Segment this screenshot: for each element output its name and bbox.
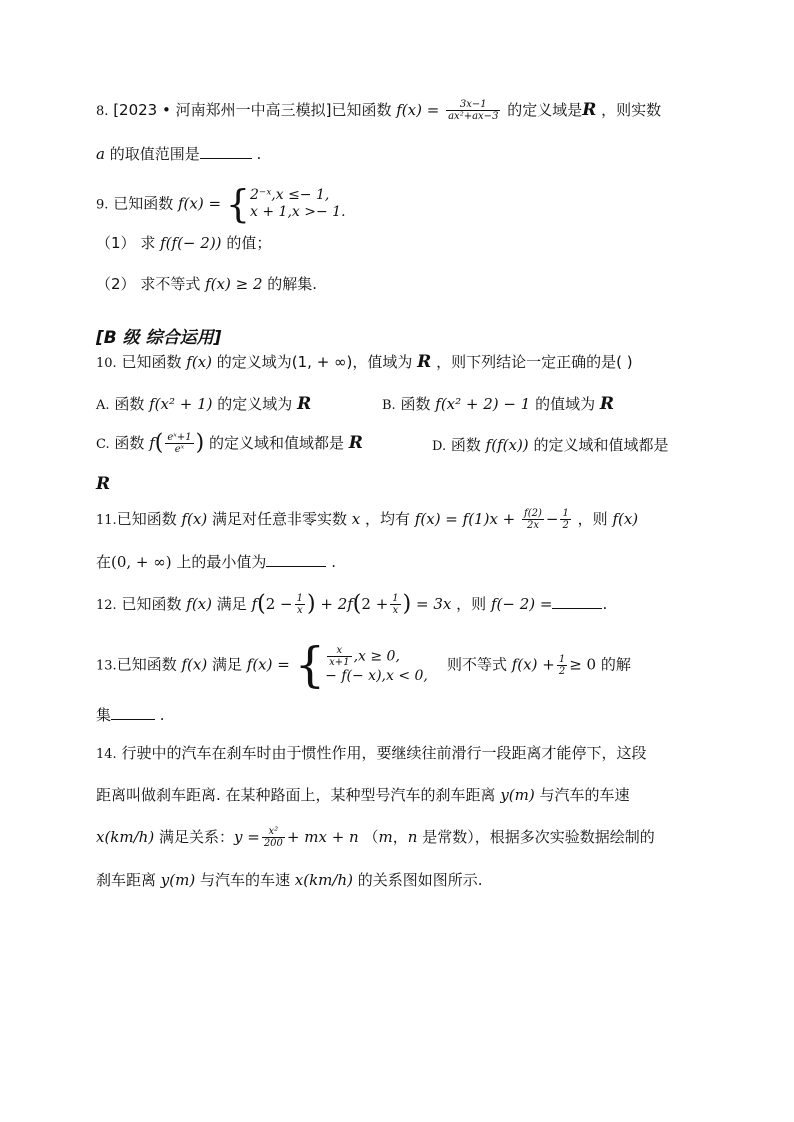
question-text: 已知函数	[116, 510, 177, 528]
question-text: ，则	[456, 595, 487, 613]
option-label: C.	[96, 437, 110, 452]
question-13-line-2	[96, 703, 165, 727]
question-number: 12.	[96, 598, 117, 613]
paren-right: )	[306, 591, 316, 617]
question-text: 的解集.	[267, 275, 318, 293]
option-text: 的定义域为	[217, 395, 293, 413]
fraction-denominator: x	[296, 605, 303, 616]
fraction	[327, 645, 351, 668]
question-text: 已知函数	[121, 595, 182, 613]
math-expression: ≥ 0	[569, 655, 597, 674]
punctuation: .	[331, 553, 336, 571]
question-9	[96, 182, 346, 226]
paren-right: )	[402, 591, 412, 617]
paren-left: (	[352, 591, 362, 617]
option-label: A.	[96, 398, 110, 413]
case-2: − f(− x),x < 0,	[325, 668, 428, 684]
math-expression: + 2f	[320, 595, 353, 613]
case-condition: ,x ≥ 0,	[353, 648, 400, 665]
question-number: 11.	[96, 513, 117, 528]
question-text: 的定义域是	[507, 101, 583, 119]
fraction-numerator: 1	[392, 593, 399, 604]
math-expression: f(f(− 2))	[160, 234, 222, 252]
question-text: 上的最小值为	[176, 553, 267, 571]
option-text: 函数	[400, 395, 431, 413]
question-text: 求不等式	[140, 275, 201, 293]
question-text: 已知函数	[116, 655, 177, 674]
question-text: 满足	[211, 655, 242, 674]
question-text: 是常数），根据多次实验数据绘制的	[422, 828, 655, 846]
question-text: ，则实数	[601, 101, 662, 119]
question-number: 13.	[96, 658, 117, 674]
option-text: 函数	[450, 436, 481, 454]
option-d[interactable]	[432, 433, 668, 459]
question-text: ，均有	[365, 510, 411, 528]
question-number: 10.	[96, 356, 117, 371]
question-text: 距离叫做刹车距离. 在某种路面上，某种型号汽车的刹车距离	[96, 786, 496, 804]
question-12	[96, 592, 607, 618]
question-text: 的关系图如图所示.	[357, 871, 483, 889]
math-expression: f(x)	[186, 353, 212, 371]
math-expression: f(x)	[181, 655, 208, 674]
fraction-denominator: 2	[562, 520, 569, 531]
question-9-part-2	[96, 272, 317, 296]
option-c[interactable]	[96, 431, 363, 457]
math-expression: 2 −	[265, 595, 293, 613]
math-expression: f	[251, 595, 258, 613]
fraction-numerator: x	[327, 645, 351, 657]
answer-blank[interactable]	[552, 594, 602, 609]
math-expression: f(x)	[181, 510, 208, 528]
fraction	[262, 826, 285, 849]
question-text: 满足对任意非零实数	[211, 510, 347, 528]
fraction-denominator: ax²+ax−3	[448, 111, 499, 122]
real-set-symbol: R	[348, 433, 363, 453]
piecewise-cases	[250, 187, 346, 221]
question-14	[96, 741, 646, 767]
question-13	[96, 637, 631, 693]
question-text: 求	[140, 234, 156, 252]
real-set-symbol: R	[297, 394, 312, 414]
question-text: 与汽车的车速	[199, 871, 290, 889]
question-text: 已知函数	[331, 101, 392, 119]
math-expression: 2 +	[361, 595, 389, 613]
question-number: 8.	[96, 104, 109, 119]
fraction-numerator: 1	[562, 508, 569, 519]
fraction-numerator: 3x−1	[446, 99, 500, 111]
case-2: x + 1,x >− 1.	[250, 204, 346, 220]
question-text: ，则	[577, 510, 608, 528]
question-text: 的定义域为(1, + ∞)，值域为	[216, 353, 413, 371]
math-expression: f(f(x))	[485, 436, 529, 454]
math-expression: f(x)	[612, 510, 639, 528]
question-14-line-4	[96, 868, 483, 892]
question-text: 满足	[216, 595, 247, 613]
real-set-symbol: R	[96, 474, 111, 494]
math-expression: f(x) ≥ 2	[205, 275, 263, 293]
case-1: 2⁻ˣ,x ≤− 1,	[250, 187, 330, 203]
question-text: 集	[96, 706, 112, 724]
fraction-denominator: 200	[263, 838, 283, 849]
option-text: 函数	[114, 434, 145, 452]
question-number: 9.	[96, 197, 109, 213]
answer-blank[interactable]	[111, 705, 155, 720]
option-text: 函数	[114, 395, 145, 413]
question-11	[96, 507, 638, 533]
fraction-numerator: 1	[558, 653, 566, 665]
question-text: 则不等式	[446, 655, 507, 674]
fraction-denominator: 2	[558, 665, 566, 677]
question-9-part-1	[96, 231, 271, 255]
punctuation: （	[363, 828, 379, 846]
option-text: 的定义域和值域都是	[533, 436, 669, 454]
option-label: D.	[432, 439, 447, 454]
question-text: ，则下列结论一定正确的是( )	[436, 353, 633, 371]
question-10	[96, 350, 633, 376]
real-set-symbol: R	[599, 394, 615, 414]
real-set-symbol: R	[417, 352, 432, 372]
math-expression: f(x)	[186, 595, 212, 613]
fraction-denominator: 2x	[526, 520, 539, 531]
answer-blank[interactable]	[200, 144, 252, 159]
real-set-symbol: R	[582, 100, 597, 120]
math-expression: f(x) =	[177, 194, 222, 213]
math-expression: + mx + n	[286, 828, 359, 846]
fraction	[560, 508, 570, 531]
math-operator: −	[545, 510, 559, 528]
punctuation: ，	[392, 828, 408, 846]
piecewise-brace: {	[225, 182, 251, 226]
question-text: 的取值范围是	[109, 145, 200, 163]
math-expression: f(x) +	[511, 655, 555, 674]
math-variable: n	[407, 828, 418, 846]
math-expression: = 3x	[416, 595, 452, 613]
punctuation: .	[256, 145, 262, 163]
fraction	[390, 593, 400, 616]
fraction-denominator: x	[392, 605, 399, 616]
math-expression: f(x) = f(1)x +	[414, 510, 516, 528]
fraction	[165, 432, 193, 455]
question-8	[96, 98, 661, 124]
question-14-line-2	[96, 783, 630, 807]
question-8-line-2	[96, 142, 261, 166]
piecewise-brace: {	[294, 637, 326, 693]
math-expression: y(m)	[160, 871, 196, 889]
fraction	[522, 508, 544, 531]
question-text: 已知函数	[121, 353, 182, 371]
fraction-denominator: eˣ	[174, 444, 185, 455]
case-1	[325, 645, 428, 668]
fraction-numerator: 1	[296, 593, 303, 604]
math-expression: x(km/h)	[96, 828, 155, 846]
paren-right: )	[195, 430, 205, 456]
paren-left: (	[257, 591, 266, 617]
math-expression: x(km/h)	[294, 871, 353, 889]
math-expression: f(x) =	[246, 655, 290, 674]
math-expression: y =	[234, 828, 260, 846]
answer-blank[interactable]	[266, 552, 326, 567]
question-text: 已知函数	[113, 194, 174, 213]
math-variable: a	[96, 145, 105, 163]
fraction-denominator: x+1	[329, 657, 350, 668]
question-text: 行驶中的汽车在刹车时由于惯性作用，要继续往前滑行一段距离才能停下，这段	[121, 744, 647, 762]
math-expression: f(x² + 1)	[149, 395, 213, 413]
option-label: B.	[382, 398, 396, 413]
math-expression: f(x² + 2) − 1	[435, 395, 531, 413]
fraction-numerator: x²	[262, 826, 285, 838]
punctuation: .	[159, 706, 165, 724]
section-heading: [B 级 综合运用]	[96, 328, 222, 348]
question-number: 14.	[96, 747, 117, 762]
option-b[interactable]	[382, 392, 614, 418]
fraction	[446, 99, 500, 122]
fraction-numerator: eˣ+1	[167, 432, 192, 443]
option-a[interactable]	[96, 392, 311, 418]
math-expression: f(− 2) =	[490, 595, 553, 613]
question-14-line-3	[96, 825, 655, 849]
math-expression: y(m)	[500, 786, 535, 804]
paren-left: (	[154, 430, 164, 456]
math-expression: 在(0, + ∞)	[96, 553, 172, 571]
question-source: [2023 • 河南郑州一中高三模拟]	[113, 101, 332, 119]
question-text: 的值；	[226, 234, 272, 252]
punctuation: .	[602, 595, 608, 613]
question-text: 的解	[600, 655, 631, 674]
math-expression: f(x) =	[396, 101, 440, 119]
question-11-line-2	[96, 550, 336, 574]
math-variable: m	[378, 828, 393, 846]
piecewise-cases	[325, 645, 428, 685]
question-text: 满足关系：	[158, 828, 234, 846]
fraction-numerator: f(2)	[524, 508, 542, 519]
math-expression: f	[149, 434, 155, 452]
part-label: （1）	[96, 234, 136, 252]
math-variable: x	[351, 510, 361, 528]
option-text: 的值域为	[535, 395, 596, 413]
option-text: 的定义域和值域都是	[208, 434, 344, 452]
option-d-continued	[96, 472, 110, 496]
fraction	[295, 593, 305, 616]
part-label: （2）	[96, 275, 136, 293]
question-text: 与汽车的车速	[539, 786, 630, 804]
question-text: 刹车距离	[96, 871, 157, 889]
fraction	[557, 654, 567, 677]
